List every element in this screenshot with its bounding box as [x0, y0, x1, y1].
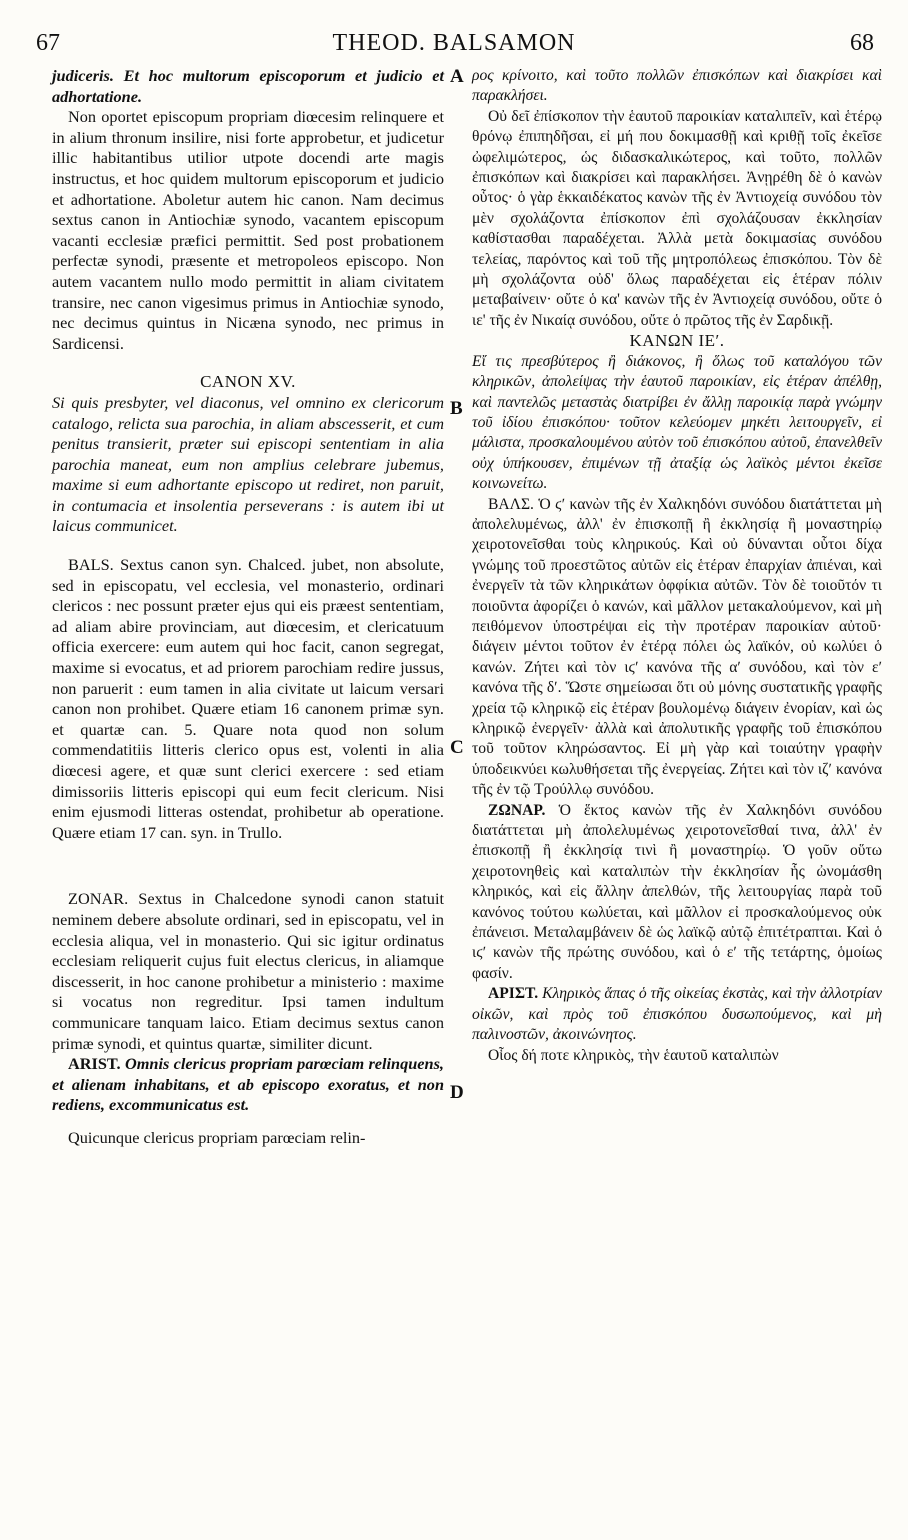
arist-text-greek: Κληρικὸς ἅπας ὁ τῆς οἰκείας ἐκστὰς, καὶ τὴν ἀλλοτρίαν οἰκῶν, καὶ πρὸς τοῦ ἐπισκόπου δυσωπούμενος, καὶ μὴ παλινοστῶν, ἀκοινώνητος.	[472, 985, 882, 1044]
latin-last-line: Quicunque clericus propriam parœciam relin-	[68, 1127, 366, 1147]
page-number-left: 67	[36, 30, 60, 56]
arist-label: ARIST.	[68, 1054, 121, 1074]
canon-text-greek: Εἴ τις πρεσβύτερος ἢ διάκονος, ἢ ὅλως τοῦ καταλόγου τῶν κληρικῶν, ἀπολείψας τὴν ἑαυτοῦ παροικίαν, εἰς ἑτέραν ἀπέλθῃ, καὶ παντελῶς μεταστὰς διατρίβει ἐν ἄλλῃ παροικίᾳ παρὰ γνώμην τοῦ ἰδίου ἐπισκόπου· τοῦτον κελεύομεν μηκέτι λειτουργεῖν, εἰ μάλιστα, προσκαλουμένου αὐτὸν τοῦ ἐπισκόπου αὐτοῦ, ἐπανελθεῖν οὐχ ὑπήκουσεν, ἐπιμένων τῇ ἀταξίᾳ ὡς λαϊκὸς μέντοι ἐκεῖσε κοινωνείτω.	[472, 352, 882, 493]
margin-mark-c: C	[450, 737, 464, 758]
latin-column	[52, 66, 444, 1149]
zonar-commentary-latin	[52, 889, 444, 1054]
canon-text-latin: Si quis presbyter, vel diaconus, vel omnino ex clericorum catalogo, relicta sua parochia, in aliam abscesserit, et cum penitus transierit, præter sui episcopi sententiam in alia parochia maneat, eum non amplius celebrare jubemus, maxime si eum adhortante episcopo ut rediret, non paruit, in contumacia et insolentia perseverans : is autem ibi ut laicus communicet.	[52, 392, 444, 536]
canon-heading-greek: ΚΑΝΩΝ ΙΕʹ.	[629, 331, 725, 351]
bals-text: Sextus canon syn. Chalced. jubet, non absolute, sed in episcopatu, vel ecclesia, vel monasterio, ordinari clericos : nec possunt præter ejus qui eis præest sententiam, ad aliam abire provinciam, aut diœcesim, et clericatuum officia exercere: eum autem qui hoc facit, canon segregat, maxime si evocatus, et ad priorem parochiam redire jussus, non paruerit : eum tamen in alia civitate ut laicum versari canon non prohibet. Quære etiam 16 canonem primæ syn. et quartæ can. 5. Quare nota quod non solum commendatitiis litteris clerico opus est, volenti in alia diœcesi agere, et quæ sunt clerici exercere : sed etiam dimissoriis litteris episcopi qui eum fecit clericum. Nisi enim ejusmodi litteras ostendat, prohibetur ab operatione. Quære etiam 17 can. syn. in Trullo.	[52, 555, 444, 842]
zonar-commentary-greek	[472, 801, 882, 985]
latin-paragraph: Non oportet episcopum propriam diœcesim relinquere et in alium thronum insilire, nisi forte approbetur, et judicetur illic habitantibus utilior utpote docendi arte magis instructus, et hoc quidem multorum episcoporum et judicio et adhortatione. Aboletur autem hic canon. Nam decimus sextus canon in Antiochiæ synodo, vacantem episcopum vacanti ecclesiæ præfici permittit. Sed post probationem perfectæ synodi, præsente et metropoleos episcopo. Non autem vacantem nullo modo permittit in aliam civitatem transire, nec canon vigesimus primus in Antiochiæ synodo, nec decimus quintus in Nicæna synodo, nec primus in Sardicensi.	[52, 107, 444, 353]
running-title: THEOD. BALSAMON	[332, 30, 576, 56]
bals-text-greek: Ὁ ϛʹ κανὼν τῆς ἐν Χαλκηδόνι συνόδου διατάττεται μὴ ἀπολελυμένως, ἀλλ' ἐν ἐπισκοπῇ ἢ ἐκκλησίᾳ ἢ μοναστηρίῳ χειροτονεῖσθαι τοὺς κληρικούς. Καὶ οὐ δύνανται οὗτοι δίχα γνώμης τοῦ προεστῶτος αὐτῶν εἰς ἑτέραν ἐπαρχίαν ἀπιέναι, καὶ ἐνεργεῖν τὰ τῶν κληρικάτων ὀφφίκια αὐτῶν. Τὸν δὲ τοιοῦτόν τι ποιοῦντα ἀφορίζει ὁ κανών, καὶ μᾶλλον μετακαλούμενον, καὶ μὴ πειθόμενον ὑποστρέψαι εἰς τὴν προτέραν παροικίαν αὐτοῦ· διάγειν μέντοι τοῦτον ἐν ἑτέρᾳ πόλει ὡς λαϊκόν, οὐ κωλύει ὁ κανών. Ζήτει καὶ τὸν ιϛʹ κανόνα τῆς αʹ συνόδου, καὶ τὸν εʹ κανόνα τῆς δʹ. Ὥστε σημείωσαι ὅτι οὐ μόνης συστατικῆς γραφῆς χρεία τῷ κληρικῷ εἰς ἑτέραν βουλομένῳ διάγειν ἐνορίαν, καὶ ὡς κληρικῷ ἐνεργεῖν· ἀλλὰ καὶ ἀπολυτικῆς γραφῆς τοῦ ἐπισκόπου τοῦ τοῦτον κληρώσαντος. Εἰ μὴ γὰρ καὶ τοιαύτην γραφὴν ὑποδεικνύει κωλυθήσεται τῆς ἐνεργείας. Ζήτει καὶ τὸν ιζʹ κανόνα τῆς ἐν τῷ Τρούλλῳ συνόδου.	[472, 495, 882, 799]
greek-continuation: ρος κρίνοιτο, καὶ τοῦτο πολλῶν ἐπισκόπων καὶ διακρίσει καὶ παρακλήσει.	[472, 67, 882, 105]
arist-text: Omnis clericus propriam parœciam relinquens, et alienam inhabitans, et ab episcopo exoratus, et non rediens, excommunicatus est.	[52, 1054, 444, 1115]
greek-last-line: Οἷος δή ποτε κληρικὸς, τὴν ἑαυτοῦ καταλιπὼν	[488, 1046, 779, 1064]
page-header	[30, 30, 878, 64]
page-number-right: 68	[850, 30, 874, 56]
arist-label-greek: ΑΡΙΣΤ.	[488, 985, 539, 1003]
margin-mark-a: A	[450, 66, 464, 87]
bals-label: BALS.	[68, 555, 114, 575]
margin-mark-b: B	[450, 398, 463, 419]
greek-column	[472, 66, 882, 1066]
bals-commentary-latin	[52, 555, 444, 843]
arist-commentary-greek	[472, 984, 882, 1045]
greek-paragraph: Οὐ δεῖ ἐπίσκοπον τὴν ἑαυτοῦ παροικίαν καταλιπεῖν, καὶ ἑτέρῳ θρόνῳ ἐπιπηδῆσαι, εἰ μή που δοκιμασθῇ καὶ κριθῇ τοῖς ἐκεῖσε ὠφελιμώτερος, ὡς διδασκαλικώτερος, καὶ τοῦτο, πολλῶν ἐπισκόπων καὶ διακρίσει καὶ παρακλήσει. Ἀνῃρέθη δὲ ὁ κανὼν οὗτος· ὁ γὰρ ἑκκαιδέκατος κανὼν τῆς ἐν Ἀντιοχείᾳ συνόδου τὸν μὲν σχολάζοντα ἐπίσκοπον ἐπὶ σχολάζουσαν ἐκκλησίαν καθίστασθαι παραδέχεται. Ἀλλὰ μετὰ δοκιμασίας συνόδου τελείας, παρόντος καὶ τοῦ τῆς μητροπόλεως ἐπισκόπου. Τὸν δὲ μὴ σχολάζοντα οὐδ' ὅλως παραδέχεται εἰς ἑτέραν πόλιν μεταβαίνειν· οὔτε ὁ κα' κανὼν τῆς ἐν Ἀντιοχείᾳ συνόδου, οὔτε ὁ ιε' τῆς ἐν Νικαίᾳ συνόδου, οὔτε ὁ πρῶτος τῆς ἐν Σαρδικῇ.	[472, 107, 882, 329]
arist-commentary-latin	[52, 1054, 444, 1116]
canon-heading-latin: CANON XV.	[200, 372, 296, 392]
margin-mark-d: D	[450, 1082, 464, 1103]
zonar-label-greek: ΖΩΝΑΡ.	[488, 801, 546, 819]
zonar-text-greek: Ὁ ἕκτος κανὼν τῆς ἐν Χαλκηδόνι συνόδου διατάττεται μὴ ἀπολελυμένως χειροτονεῖσθαί τινα, ἀλλ' ἐν ἐπισκοπῇ ἢ ἐκκλησίᾳ τινὶ ἢ μοναστηρίῳ. Ὁ γοῦν οὕτω χειροτονηθεὶς καὶ καταλιπὼν τὴν ἐκκλησίαν ἧς ὠνομάσθη κληρικός, καὶ εἰς ἄλλην ἀπελθών, τῆς λειτουργίας παρὰ τοῦ κανόνος τούτου κωλύεται, καὶ μᾶλλον εἰ προσκαλούμενος οὐκ ἐπάνεισι. Μεταλαμβάνειν δὲ ὡς λαϊκῷ αὐτῷ ἐπιτέτραπται. Καὶ ὁ ιϛʹ κανὼν τῆς πρώτης συνόδου, καὶ ὁ εʹ τῆς τετάρτης, ὁμοίως φασίν.	[472, 801, 882, 982]
bals-commentary-greek	[472, 495, 882, 801]
latin-continuation: judiceris. Et hoc multorum episcoporum et judicio et adhortatione.	[52, 66, 444, 106]
zonar-label: ZONAR.	[68, 889, 129, 909]
bals-label-greek: ΒΑΛΣ.	[488, 495, 534, 513]
zonar-text: Sextus in Chalcedone synodi canon statuit neminem debere absolute ordinari, sed in episcopatu, vel in ecclesia aliqua, vel in monasterio. Qui sic igitur ordinatus ecclesiam reliquerit cujus fuit electus clericus, in aliamque discesserit, in hoc canone prohibetur a ministerio : maxime si vocatus non regreditur. Ipsi tamen indultum communicare tanquam laico. Etiam decimus sextus canon primæ synodi, et quintus quartæ, similiter dicunt.	[52, 889, 444, 1053]
